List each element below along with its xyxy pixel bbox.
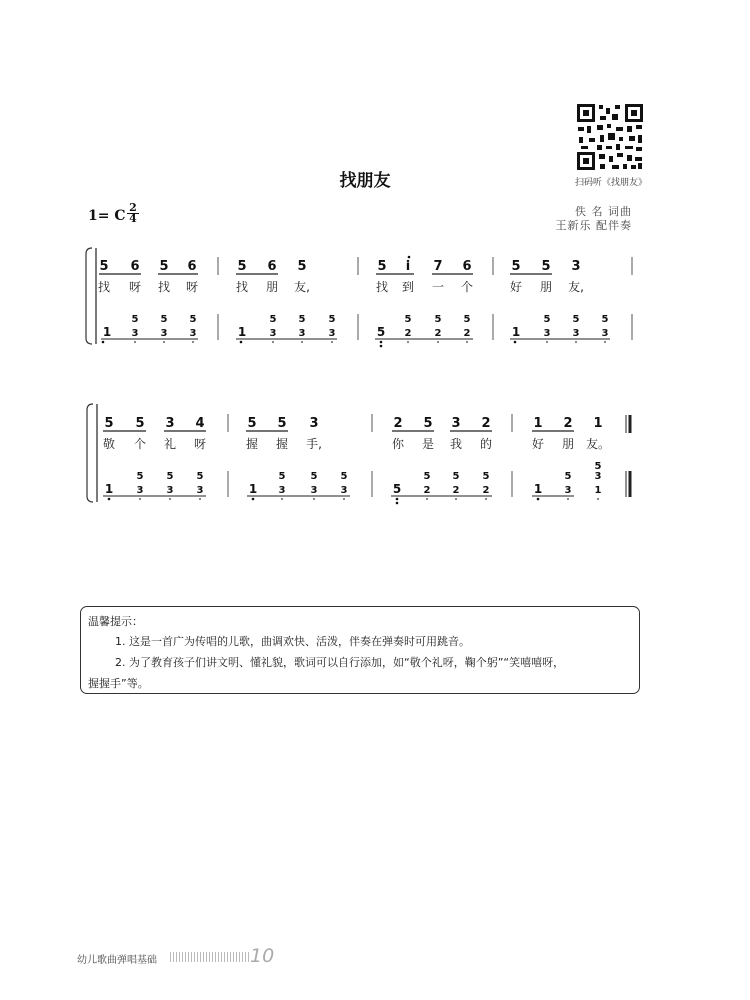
tip-item-2: 2. 为了教育孩子们讲文明、懂礼貌，歌词可以自行添加，如“敬个礼呀，鞠个躬”“笑嘻嘻呀， — [115, 656, 565, 669]
low-octave-dot — [108, 498, 111, 501]
low-octave-dot — [380, 341, 383, 344]
lyric-syllable: 好 — [531, 437, 545, 451]
footer-divider — [170, 952, 250, 962]
staccato-dot — [604, 341, 606, 343]
lyric-syllable: 好 — [509, 280, 523, 294]
staccato-dot — [546, 341, 548, 343]
accompaniment-lower-note: 3 — [196, 485, 204, 496]
staccato-dot — [575, 341, 577, 343]
system-bracket — [87, 404, 93, 502]
lyric-syllable: 找 — [235, 280, 249, 294]
staccato-dot — [272, 341, 274, 343]
accompaniment-lower-note: 1 — [102, 325, 112, 339]
accompaniment-lower-note: 3 — [564, 485, 572, 496]
accompaniment-lower-note: 2 — [423, 485, 431, 496]
accompaniment-lower-note: 5 — [392, 482, 402, 496]
melody-note: 6 — [267, 259, 277, 274]
staccato-dot — [199, 498, 201, 500]
melody-note: 5 — [277, 416, 287, 431]
accompaniment-lower-note: 3 — [189, 328, 197, 339]
staccato-dot — [331, 341, 333, 343]
accompaniment-upper-note: 5 — [594, 461, 602, 472]
lyric-syllable: 是 — [421, 437, 435, 451]
low-octave-dot — [396, 502, 399, 505]
lyric-syllable: 手, — [306, 437, 322, 451]
accompaniment-upper-note: 5 — [136, 471, 144, 482]
staccato-dot — [455, 498, 457, 500]
page-number: 10 — [250, 945, 275, 967]
staccato-dot — [426, 498, 428, 500]
accompaniment-lower-note: 3 — [160, 328, 168, 339]
accompaniment-upper-note: 5 — [269, 314, 277, 325]
lyric-syllable: 找 — [157, 280, 171, 294]
accompaniment-upper-note: 5 — [166, 471, 174, 482]
accompaniment-upper-note: 5 — [160, 314, 168, 325]
melody-note: 5 — [237, 259, 247, 274]
accompaniment-upper-note: 5 — [601, 314, 609, 325]
accompaniment-lower-note: 3 — [131, 328, 139, 339]
melody-note: 5 — [99, 259, 109, 274]
staccato-dot — [139, 498, 141, 500]
lyric-syllable: 你 — [391, 437, 405, 451]
accompaniment-lower-note: 1 — [511, 325, 521, 339]
accompaniment-upper-note: 5 — [310, 471, 318, 482]
staccato-dot — [313, 498, 315, 500]
lyric-syllable: 握 — [245, 437, 259, 451]
melody-note: 5 — [159, 259, 169, 274]
melody-note: 1 — [593, 416, 603, 431]
accompaniment-lower-note: 1 — [104, 482, 114, 496]
lyric-syllable: 握 — [275, 437, 289, 451]
credit-accompaniment: 王新乐 配伴奏 — [555, 219, 632, 232]
accompaniment-lower-note: 3 — [328, 328, 336, 339]
tip-item-2-continued: 握握手”等。 — [88, 677, 149, 690]
accompaniment-upper-note: 5 — [463, 314, 471, 325]
low-octave-dot — [102, 341, 105, 344]
lyric-syllable: 我 — [449, 437, 463, 451]
lyric-syllable: 个 — [460, 280, 474, 294]
accompaniment-lower-note: 2 — [463, 328, 471, 339]
key-signature: 1= C — [88, 208, 126, 224]
staccato-dot — [134, 341, 136, 343]
accompaniment-lower-note: 3 — [543, 328, 551, 339]
staccato-dot — [192, 341, 194, 343]
melody-note: 5 — [135, 416, 145, 431]
staccato-dot — [407, 341, 409, 343]
melody-note: 5 — [377, 259, 387, 274]
lyric-syllable: 找 — [97, 280, 111, 294]
lyric-syllable: 友。 — [585, 437, 611, 451]
melody-note: 5 — [541, 259, 551, 274]
accompaniment-upper-note: 5 — [189, 314, 197, 325]
staccato-dot — [343, 498, 345, 500]
accompaniment-lower-note: 5 — [376, 325, 386, 339]
accompaniment-upper-note: 5 — [404, 314, 412, 325]
melody-note: 3 — [309, 416, 319, 431]
staccato-dot — [485, 498, 487, 500]
staccato-dot — [169, 498, 171, 500]
accompaniment-upper-note: 5 — [564, 471, 572, 482]
lyric-syllable: 敬 — [102, 437, 116, 451]
high-octave-dot — [408, 256, 411, 259]
accompaniment-upper-note: 5 — [452, 471, 460, 482]
staccato-dot — [163, 341, 165, 343]
accompaniment-lower-note: 1 — [533, 482, 543, 496]
accompaniment-lower-note: 1 — [594, 485, 602, 496]
system-bracket — [86, 248, 92, 344]
lyric-syllable: 友, — [568, 280, 584, 294]
melody-note: 3 — [165, 416, 175, 431]
accompaniment-lower-note: 3 — [298, 328, 306, 339]
melody-note: 5 — [423, 416, 433, 431]
accompaniment-lower-note: 2 — [482, 485, 490, 496]
lyric-syllable: 找 — [375, 280, 389, 294]
accompaniment-upper-note: 5 — [196, 471, 204, 482]
lyric-syllable: 朋 — [539, 280, 553, 294]
tip-item-1: 1. 这是一首广为传唱的儿歌，曲调欢快、活泼，伴奏在弹奏时可用跳音。 — [115, 635, 470, 648]
melody-note: 3 — [451, 416, 461, 431]
lyric-syllable: 呀 — [193, 437, 207, 451]
lyric-syllable: 个 — [133, 437, 147, 451]
melody-note: 6 — [187, 259, 197, 274]
melody-note: 5 — [297, 259, 307, 274]
melody-note: 5 — [511, 259, 521, 274]
melody-note: 2 — [481, 416, 491, 431]
staccato-dot — [567, 498, 569, 500]
lyric-syllable: 呀 — [128, 280, 142, 294]
melody-note: 5 — [247, 416, 257, 431]
accompaniment-lower-note: 3 — [310, 485, 318, 496]
time-signature-bottom: 4 — [129, 212, 137, 225]
staccato-dot — [466, 341, 468, 343]
melody-note: 3 — [571, 259, 581, 274]
accompaniment-lower-note: 3 — [601, 328, 609, 339]
melody-note: 2 — [393, 416, 403, 431]
song-title: 找朋友 — [339, 171, 391, 191]
accompaniment-upper-note: 3 — [594, 471, 602, 482]
qr-caption: 扫码听《找朋友》 — [574, 178, 647, 188]
melody-note: 5 — [104, 416, 114, 431]
accompaniment-upper-note: 5 — [340, 471, 348, 482]
melody-note: 1 — [533, 416, 543, 431]
staccato-dot — [437, 341, 439, 343]
accompaniment-lower-note: 1 — [237, 325, 247, 339]
accompaniment-lower-note: 3 — [269, 328, 277, 339]
accompaniment-lower-note: 2 — [404, 328, 412, 339]
low-octave-dot — [240, 341, 243, 344]
melody-note: 6 — [462, 259, 472, 274]
accompaniment-lower-note: 3 — [166, 485, 174, 496]
low-octave-dot — [252, 498, 255, 501]
accompaniment-lower-note: 3 — [278, 485, 286, 496]
staccato-dot — [301, 341, 303, 343]
low-octave-dot — [380, 345, 383, 348]
tips-title: 温馨提示： — [88, 615, 143, 628]
melody-note: 6 — [130, 259, 140, 274]
accompaniment-lower-note: 2 — [434, 328, 442, 339]
accompaniment-upper-note: 5 — [278, 471, 286, 482]
lyric-syllable: 朋 — [561, 437, 575, 451]
lyric-syllable: 朋 — [265, 280, 279, 294]
tips-box — [80, 606, 640, 694]
accompaniment-upper-note: 5 — [298, 314, 306, 325]
melody-note: i — [405, 259, 411, 274]
melody-note: 2 — [563, 416, 573, 431]
accompaniment-upper-note: 5 — [131, 314, 139, 325]
accompaniment-upper-note: 5 — [543, 314, 551, 325]
low-octave-dot — [514, 341, 517, 344]
lyric-syllable: 呀 — [185, 280, 199, 294]
staccato-dot — [281, 498, 283, 500]
accompaniment-lower-note: 2 — [452, 485, 460, 496]
accompaniment-upper-note: 5 — [434, 314, 442, 325]
melody-note: 7 — [433, 259, 443, 274]
lyric-syllable: 的 — [479, 437, 493, 451]
accompaniment-upper-note: 5 — [328, 314, 336, 325]
accompaniment-upper-note: 5 — [423, 471, 431, 482]
low-octave-dot — [396, 498, 399, 501]
accompaniment-lower-note: 3 — [340, 485, 348, 496]
staccato-dot — [597, 498, 599, 500]
accompaniment-lower-note: 3 — [572, 328, 580, 339]
accompaniment-lower-note: 3 — [136, 485, 144, 496]
lyric-syllable: 一 — [431, 280, 445, 294]
lyric-syllable: 到 — [401, 280, 415, 294]
lyric-syllable: 友, — [294, 280, 310, 294]
credit-lyrics-music: 佚 名 词曲 — [575, 205, 632, 218]
accompaniment-upper-note: 5 — [572, 314, 580, 325]
accompaniment-lower-note: 1 — [248, 482, 258, 496]
low-octave-dot — [537, 498, 540, 501]
footer-book-title: 幼儿歌曲弹唱基础 — [77, 955, 157, 966]
lyric-syllable: 礼 — [163, 437, 177, 451]
time-signature-top: 2 — [129, 201, 137, 214]
melody-note: 4 — [195, 416, 205, 431]
accompaniment-upper-note: 5 — [482, 471, 490, 482]
